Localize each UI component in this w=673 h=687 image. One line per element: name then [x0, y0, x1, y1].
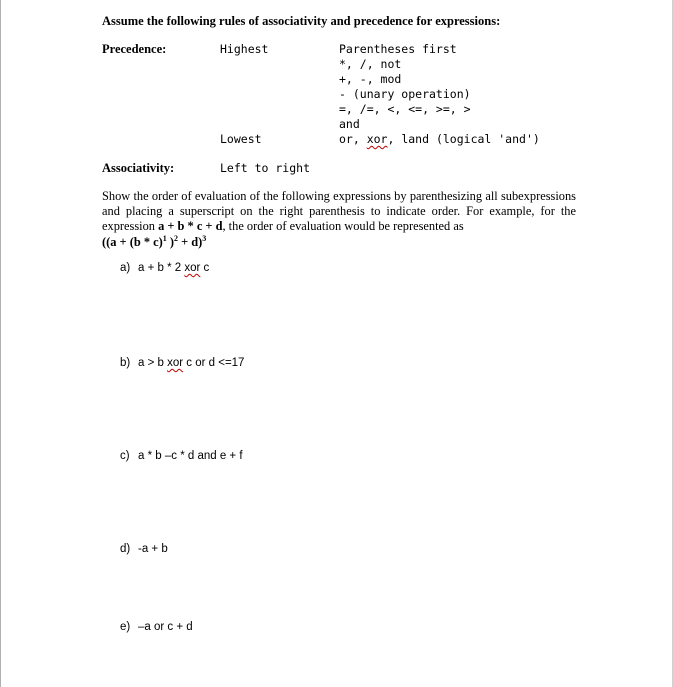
question-label: b) [120, 357, 131, 369]
question-c [120, 450, 243, 462]
question-d [120, 543, 168, 555]
example-superscript: 2 [173, 233, 178, 243]
question-label: d) [120, 543, 131, 555]
example-part: ((a + (b * c) [102, 234, 163, 249]
associativity-label: Associativity: [102, 161, 175, 175]
page-left-border [0, 0, 1, 687]
xor-keyword: xor [184, 262, 201, 274]
question-label: a) [120, 262, 131, 274]
paragraph-expression: a + b * c + d [158, 219, 223, 234]
precedence-level-last [339, 132, 540, 146]
precedence-highest: Highest [220, 42, 269, 56]
associativity-value: Left to right [220, 161, 311, 175]
question-text: a + b * 2 [138, 262, 185, 274]
question-text: -a + b [138, 543, 168, 555]
question-text: –a or c + d [138, 621, 193, 633]
question-text: c [200, 262, 210, 274]
question-b [120, 357, 244, 369]
question-e [120, 621, 193, 633]
example-superscript: 3 [202, 233, 207, 243]
precedence-lowest: Lowest [220, 132, 262, 146]
example-part: + d) [177, 234, 203, 249]
level-suffix: , land (logical 'and') [387, 132, 540, 146]
precedence-level: and [339, 117, 360, 131]
xor-keyword: xor [366, 132, 388, 146]
question-label: c) [120, 450, 130, 462]
xor-keyword: xor [167, 357, 184, 369]
page-title: Assume the following rules of associativity and precedence for expressions: [102, 14, 501, 28]
example-superscript: 1 [162, 233, 167, 243]
precedence-label: Precedence: [102, 42, 167, 56]
question-a [120, 262, 209, 274]
paragraph-text: Show the order of evaluation of the following expressions by parenthesizing all subexpressions and placing a superscript on the right parenthesis to indicate order. For example, for the expression [102, 189, 576, 234]
question-text: c or d <=17 [183, 357, 245, 369]
example-expression [102, 235, 576, 250]
example-part: ) [166, 234, 174, 249]
paragraph-middle: , the order of evaluation would be represented as [222, 219, 464, 234]
question-text: a > b [138, 357, 168, 369]
precedence-level: *, /, not [339, 57, 402, 71]
precedence-level: +, -, mod [339, 72, 402, 86]
question-label: e) [120, 621, 131, 633]
level-prefix: or, [339, 132, 367, 146]
question-text: a * b –c * d and e + f [138, 450, 243, 462]
precedence-level: =, /=, <, <=, >=, > [339, 102, 471, 116]
precedence-level: Parentheses first [339, 42, 457, 56]
precedence-level: - (unary operation) [339, 87, 471, 101]
instructions-paragraph [102, 189, 576, 250]
